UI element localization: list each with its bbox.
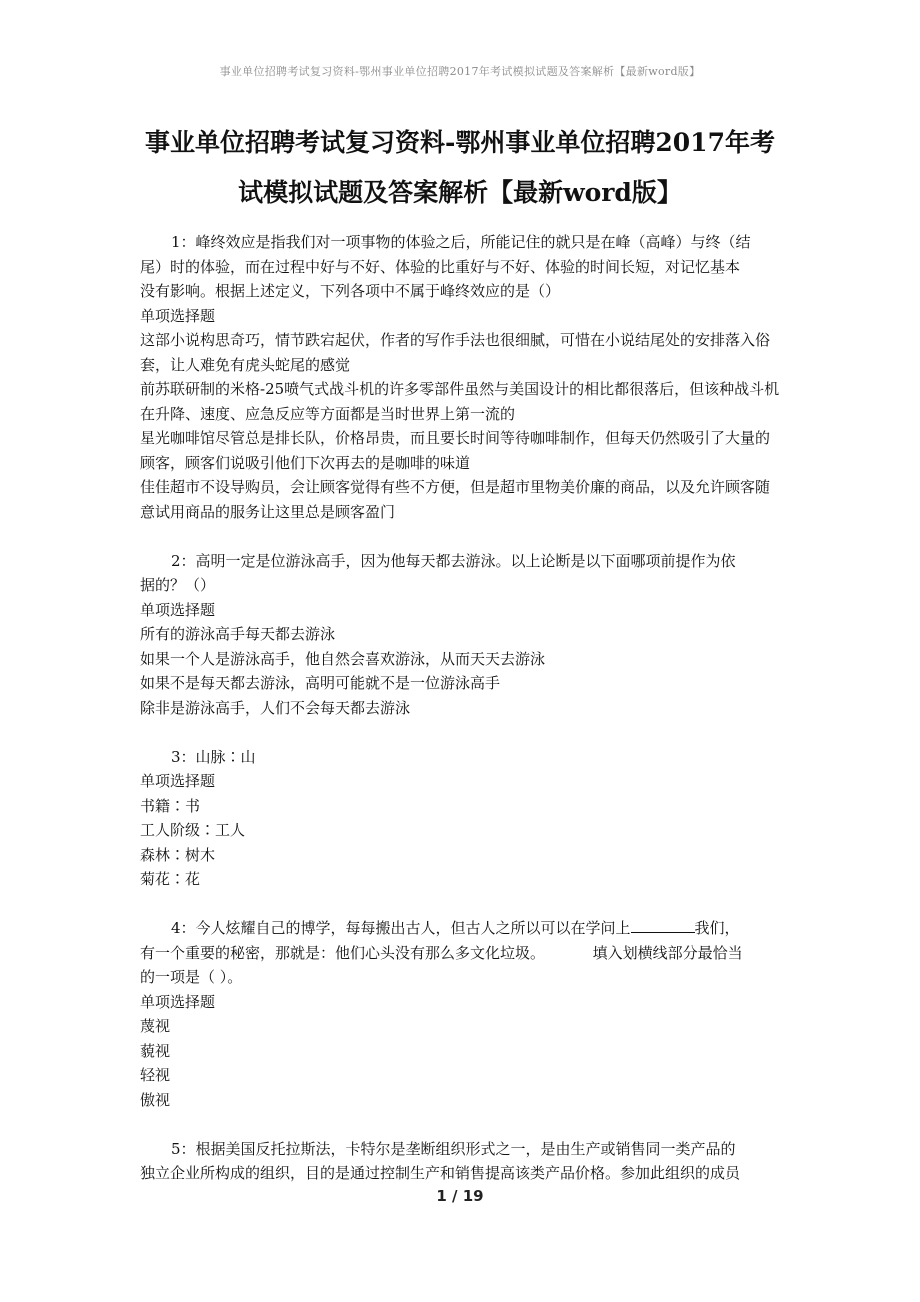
- stem-text-after-blank: 我们，: [694, 919, 740, 937]
- fill-in-blank: [631, 917, 695, 933]
- question-type: 单项选择题: [140, 992, 216, 1011]
- stem-line: 5：根据美国反托拉斯法，卡特尔是垄断组织形式之一，是由生产或销售同一类产品的: [171, 1139, 736, 1158]
- question-3: [140, 745, 782, 892]
- option: 傲视: [140, 1090, 171, 1109]
- stem-line: 据的？（）: [140, 576, 216, 594]
- stem-line: 的一项是（ ）。: [140, 968, 243, 986]
- question-list: [140, 230, 782, 1210]
- question-stem: [140, 745, 782, 770]
- title-line-1: 事业单位招聘考试复习资料-鄂州事业单位招聘2017年考: [145, 128, 775, 157]
- option: 佳佳超市不设导购员，会让顾客觉得有些不方便，但是超市里物美价廉的商品，以及允许顾客随意试用商品的服务让这里总是顾客盈门: [140, 478, 771, 521]
- option: 森林∶树木: [140, 845, 216, 864]
- option: 菊花∶花: [140, 870, 201, 888]
- stem-text-before-blank: 4：今人炫耀自己的博学，每每搬出古人，但古人之所以可以在学问上: [171, 919, 631, 937]
- question-5: [140, 1137, 782, 1186]
- option: 星光咖啡馆尽管总是排长队，价格昂贵，而且要长时间等待咖啡制作，但每天仍然吸引了大量的顾客，顾客们说吸引他们下次再去的是咖啡的味道: [140, 429, 771, 472]
- stem-line: 独立企业所构成的组织，目的是通过控制生产和销售提高该类产品价格。参加此组织的成员: [140, 1164, 741, 1182]
- document-title: [120, 118, 800, 218]
- option: 轻视: [140, 1066, 171, 1084]
- option: 蔑视: [140, 1017, 171, 1035]
- question-stem: [140, 916, 782, 990]
- question-stem: [140, 549, 782, 598]
- question-4: [140, 916, 782, 1112]
- question-type: 单项选择题: [140, 600, 216, 619]
- question-1: [140, 230, 782, 524]
- stem-line: [140, 916, 782, 941]
- option: 这部小说构思奇巧，情节跌宕起伏，作者的写作手法也很细腻，可惜在小说结尾处的安排落入俗套，让人难免有虎头蛇尾的感觉: [140, 331, 771, 374]
- running-header: 事业单位招聘考试复习资料-鄂州事业单位招聘2017年考试模拟试题及答案解析【最新word版】: [219, 65, 701, 78]
- option: 工人阶级∶工人: [140, 821, 246, 839]
- question-stem: [140, 230, 782, 304]
- option: 前苏联研制的米格-25喷气式战斗机的许多零部件虽然与美国设计的相比都很落后，但该种战斗机在升降、速度、应急反应等方面都是当时世界上第一流的: [140, 380, 780, 423]
- question-stem: [140, 1137, 782, 1186]
- option: 书籍∶书: [140, 796, 201, 815]
- option: 除非是游泳高手，人们不会每天都去游泳: [140, 698, 411, 717]
- stem-line: 1：峰终效应是指我们对一项事物的体验之后，所能记住的就只是在峰（高峰）与终（结: [171, 233, 751, 251]
- option: 所有的游泳高手每天都去游泳: [140, 625, 336, 643]
- question-type: 单项选择题: [140, 306, 216, 325]
- option: 如果不是每天都去游泳，高明可能就不是一位游泳高手: [140, 674, 501, 692]
- stem-line: 有一个重要的秘密，那就是：他们心头没有那么多文化垃圾。 填入划横线部分最恰当: [140, 943, 743, 962]
- question-2: [140, 549, 782, 721]
- question-type: 单项选择题: [140, 772, 216, 790]
- stem-line: 3：山脉∶山: [171, 747, 256, 766]
- stem-line: 尾）时的体验，而在过程中好与不好、体验的比重好与不好、体验的时间长短，对记忆基本: [140, 257, 741, 276]
- stem-line: 2：高明一定是位游泳高手，因为他每天都去游泳。以上论断是以下面哪项前提作为依: [171, 551, 736, 570]
- title-line-2: 试模拟试题及答案解析【最新word版】: [238, 178, 682, 207]
- option: 藐视: [140, 1041, 171, 1060]
- stem-line: 没有影响。根据上述定义，下列各项中不属于峰终效应的是（）: [140, 282, 561, 300]
- page-indicator: 1 / 19: [436, 1187, 484, 1205]
- option: 如果一个人是游泳高手，他自然会喜欢游泳，从而天天去游泳: [140, 649, 546, 668]
